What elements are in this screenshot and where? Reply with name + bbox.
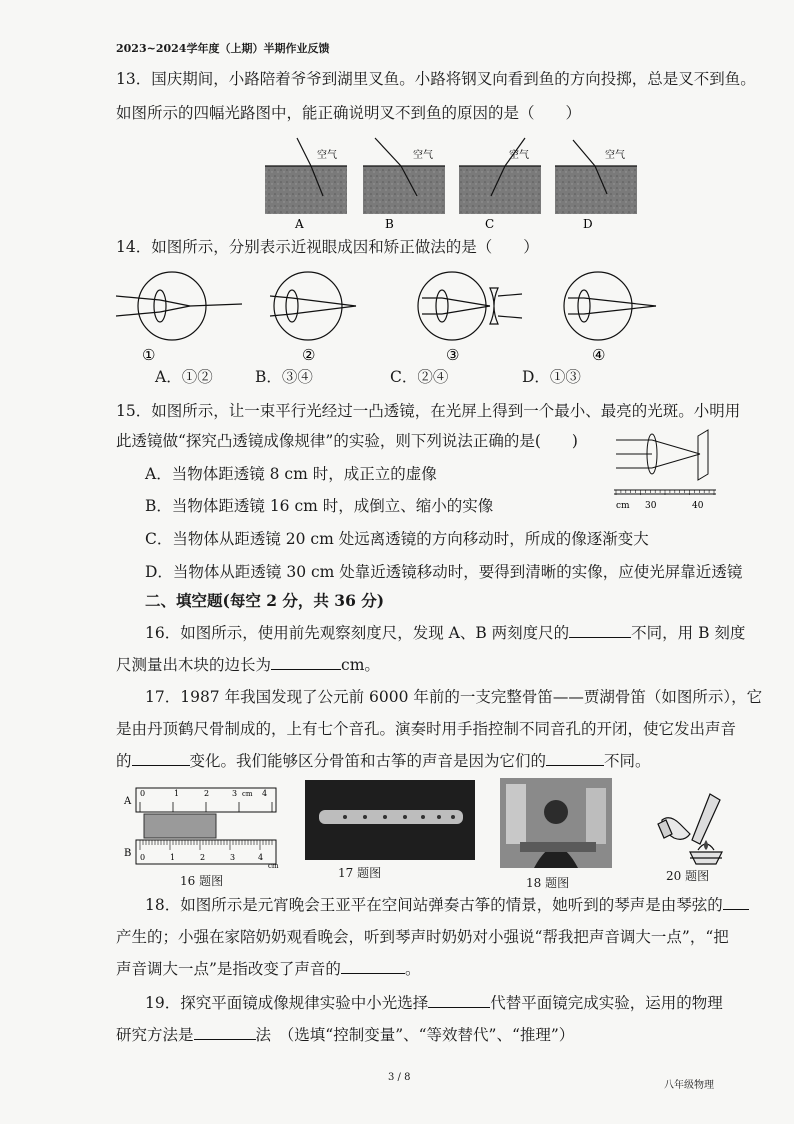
ruler-b-tick-0: 0	[140, 853, 146, 862]
q13-figures	[255, 132, 675, 232]
q19-line1	[145, 986, 723, 1020]
ruler-a-tick-4: 4	[262, 789, 268, 798]
q17-text-c: 不同。	[604, 752, 651, 770]
q17-line2: 是由丹顶鹤尺骨制成的，上有七个音孔。演奏时用手指控制不同音孔的开闭，使它发出声音	[116, 720, 737, 738]
q13-label-a: A	[295, 217, 304, 231]
ruler-a-unit: cm	[242, 790, 253, 798]
ruler-a-tick-2: 2	[204, 789, 210, 798]
q17-line3	[116, 744, 651, 778]
q14-option-d: D．①③	[522, 368, 581, 386]
q15-option-c: C．当物体从距透镜 20 cm 处远离透镜的方向移动时，所成的像逐渐变大	[145, 530, 649, 548]
section-fill-in-title: 二、填空题(每空 2 分，共 36 分)	[145, 591, 385, 610]
q17-blank-2[interactable]	[546, 747, 604, 766]
fig18-guzheng-photo	[500, 778, 612, 868]
q15-option-d: D．当物体从距透镜 30 cm 处靠近透镜移动时，要得到清晰的实像，应使光屏靠近透镜	[145, 563, 743, 581]
q13-fig-d	[555, 140, 637, 231]
subject-label: 八年级物理	[664, 1080, 714, 1091]
q13-air-label: 空气	[605, 150, 625, 161]
q14-option-b: B．③④	[255, 368, 313, 386]
ruler-a-tick-0: 0	[140, 789, 146, 798]
q15-ruler-40: 40	[692, 501, 704, 511]
q16-blank-1[interactable]	[569, 619, 631, 638]
q13-line2: 如图所示的四幅光路图中，能正确说明叉不到鱼的原因的是（ ）	[116, 104, 582, 122]
q13-air-label: 空气	[509, 150, 529, 161]
q14-fig-1-label: ①	[142, 346, 156, 364]
q13-line1: 13．国庆期间，小路陪着爷爷到湖里叉鱼。小路将钢叉向看到鱼的方向投掷，总是叉不到鱼。	[116, 70, 756, 88]
caption-17: 17 题图	[338, 866, 382, 880]
caption-16: 16 题图	[180, 874, 224, 888]
q14-fig-4-label: ④	[592, 346, 606, 364]
q14-fig-3-label: ③	[446, 346, 460, 364]
ruler-b-tick-3: 3	[230, 853, 236, 862]
q15-option-a: A．当物体距透镜 8 cm 时，成正立的虚像	[145, 465, 437, 483]
q15-ruler-30: 30	[645, 501, 657, 511]
caption-18: 18 题图	[526, 876, 570, 890]
caption-20: 20 题图	[666, 869, 710, 883]
q18-line1	[145, 888, 749, 922]
q13-label-d: D	[583, 217, 593, 231]
q18-text-1: 18．如图所示是元宵晚会王亚平在空间站弹奏古筝的情景，她听到的琴声是由琴弦的	[145, 896, 723, 914]
q16-text-4: cm。	[341, 656, 380, 674]
q19-blank-1[interactable]	[428, 989, 490, 1008]
q13-air-label: 空气	[317, 150, 337, 161]
q16-line1	[145, 616, 745, 650]
q18-line2: 产生的；小强在家陪奶奶观看晚会，听到琴声时奶奶对小强说“帮我把声音调大一点”，“把	[116, 928, 729, 946]
q18-blank-1[interactable]	[723, 891, 749, 910]
ruler-b-tick-4: 4	[258, 853, 264, 862]
q15-option-b: B．当物体距透镜 16 cm 时，成倒立、缩小的实像	[145, 497, 494, 515]
q15-figure	[612, 426, 718, 512]
page-number: 3 / 8	[388, 1072, 411, 1083]
q13-label-b: B	[385, 217, 394, 231]
q16-blank-2[interactable]	[271, 651, 341, 670]
q16-text-3: 尺测量出木块的边长为	[116, 656, 272, 674]
q16-line2	[116, 648, 380, 682]
q19-text-4: 法 （选填“控制变量”、“等效替代”、“推理”）	[255, 1026, 575, 1044]
q17-text-a: 的	[116, 752, 132, 770]
q16-text-1: 16．如图所示，使用前先观察刻度尺，发现 A、B 两刻度尺的	[145, 624, 570, 642]
q17-line1: 17．1987 年我国发现了公元前 6000 年前的一支完整骨笛——贾湖骨笛（如图所示），它	[145, 688, 763, 706]
q19-line2	[116, 1018, 574, 1052]
q18-blank-2[interactable]	[341, 955, 405, 974]
q13-fig-b	[363, 138, 445, 231]
q13-air-label: 空气	[413, 150, 433, 161]
q14-figures	[112, 268, 672, 368]
ruler-b-unit: cm	[268, 862, 279, 870]
q17-text-b: 变化。我们能够区分骨笛和古筝的声音是因为它们的	[189, 752, 547, 770]
q18-line3	[116, 952, 420, 986]
fig17-bone-flute-photo	[305, 780, 475, 860]
q19-text-1: 19．探究平面镜成像规律实验中小光选择	[145, 994, 429, 1012]
q14-option-a: A．①②	[155, 368, 213, 386]
fig20-experiment-drawing	[652, 790, 742, 870]
q15-line1: 15．如图所示，让一束平行光经过一凸透镜，在光屏上得到一个最小、最亮的光斑。小明用	[116, 402, 741, 420]
q14-stem: 14．如图所示，分别表示近视眼成因和矫正做法的是（ ）	[116, 238, 539, 256]
ruler-b-tick-1: 1	[170, 853, 176, 862]
ruler-a-label: A	[124, 796, 132, 807]
ruler-b-tick-2: 2	[200, 853, 206, 862]
q14-fig-2-label: ②	[302, 346, 316, 364]
q16-text-2: 不同，用 B 刻度	[631, 624, 746, 642]
q13-fig-c	[459, 138, 541, 231]
q19-text-2: 代替平面镜完成实验，运用的物理	[490, 994, 723, 1012]
q13-label-c: C	[485, 217, 495, 231]
q14-option-c: C．②④	[390, 368, 449, 386]
q15-line2: 此透镜做“探究凸透镜成像规律”的实验，则下列说法正确的是( )	[116, 432, 578, 450]
page-header: 2023~2024学年度（上期）半期作业反馈	[116, 42, 330, 55]
q19-text-3: 研究方法是	[116, 1026, 194, 1044]
ruler-a-tick-3: 3	[232, 789, 238, 798]
q19-blank-2[interactable]	[194, 1021, 256, 1040]
q15-ruler-unit: cm	[616, 501, 630, 511]
q13-fig-a	[265, 138, 347, 231]
fig16-rulers	[122, 780, 287, 875]
q17-blank-1[interactable]	[132, 747, 190, 766]
ruler-b-label: B	[124, 848, 132, 859]
q18-text-3b: 。	[404, 960, 421, 978]
ruler-a-tick-1: 1	[174, 789, 180, 798]
q18-text-3a: 声音调大一点”是指改变了声音的	[116, 960, 341, 978]
